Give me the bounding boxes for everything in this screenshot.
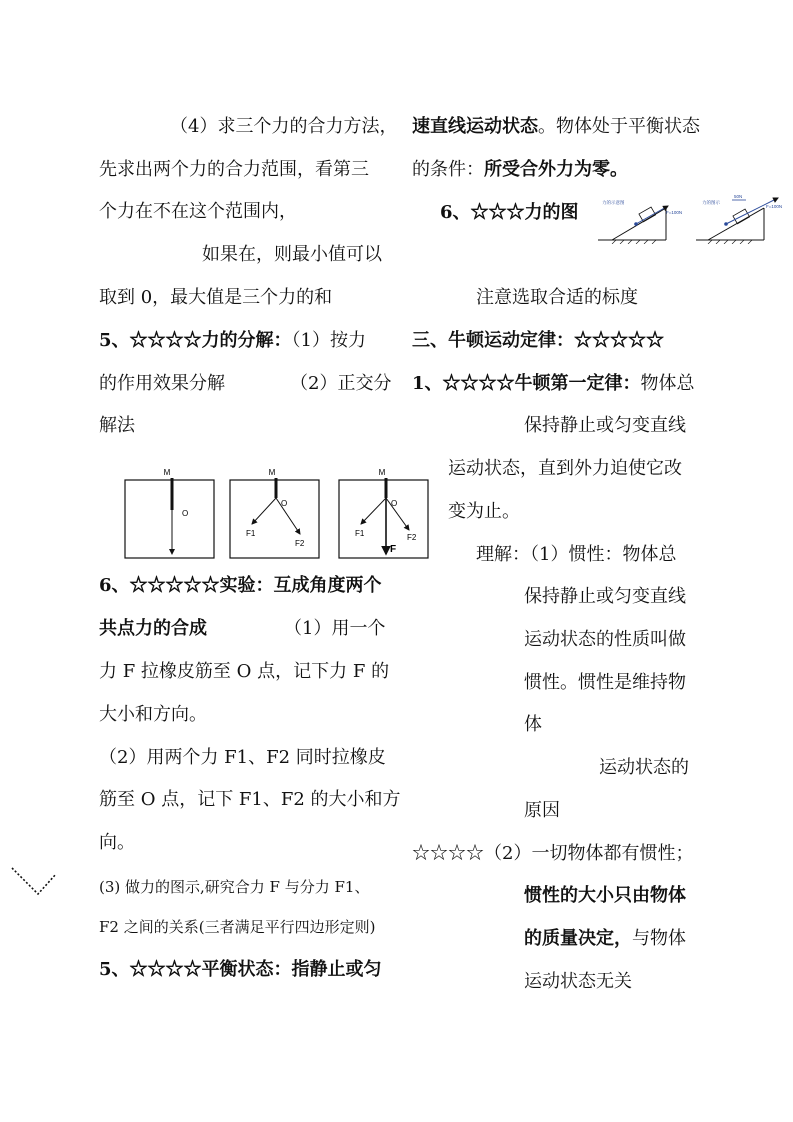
equilibrium-condition-value: 所受合外力为零。: [484, 159, 628, 180]
experiment-step-3a: (3) 做力的图示,研究合力 F 与分力 F1、: [99, 878, 370, 896]
equilibrium-condition: [412, 157, 628, 183]
inertia-point-2-line-3: [524, 926, 686, 952]
figure-box-3: [339, 480, 428, 558]
left-line-3: 个力在不在这个范围内，: [99, 201, 297, 222]
newton-first-law-line-2: 保持静止或匀变直线: [524, 415, 686, 436]
figure-1-m-label: M: [163, 468, 171, 477]
experiment-step-1c: 大小和方向。: [99, 704, 207, 725]
experiment-step-3b: F2 之间的关系(三者满足平行四边形定则): [99, 918, 376, 936]
figure-2-f2-label: F2: [295, 539, 305, 548]
experiment-figures: [124, 466, 434, 562]
scale-note: 注意选取合适的标度: [476, 287, 638, 308]
inertia-point-2-line-4: 运动状态无关: [524, 971, 632, 992]
figure-1-o-label: O: [182, 509, 189, 518]
inertia-independent-start: 与物体: [632, 928, 686, 949]
figure-2-o-label: O: [281, 499, 288, 508]
newton-first-law-line-3: 运动状态，直到外力迫使它改: [448, 458, 682, 479]
figure-3-f1-arrow: [361, 498, 386, 524]
equilibrium-heading: [99, 957, 382, 983]
figure-3-f1-label: F1: [355, 529, 365, 538]
incline-2-label: 力的图示: [702, 200, 720, 205]
force-diagram-heading: 6、☆☆☆力的图: [440, 202, 579, 223]
incline-1-label: 力的示意图: [602, 200, 625, 205]
left-line-4: 如果在，则最小值可以: [202, 244, 382, 265]
force-decomposition-heading: [99, 328, 366, 354]
incline-diagram-1: [596, 194, 688, 244]
figure-3-o-label: O: [391, 499, 398, 508]
newton-first-law-heading: [412, 371, 695, 397]
equilibrium-condition-label: 的条件：: [412, 159, 484, 180]
figure-3-f2-label: F2: [407, 533, 417, 542]
experiment-heading-a: 6、☆☆☆☆☆实验：互成角度两个: [99, 575, 382, 596]
equilibrium-condition-intro: 。物体处于平衡状态: [538, 116, 700, 137]
figure-3-f-label: F: [390, 544, 397, 555]
left-line-1: （4）求三个力的合力方法，: [170, 116, 398, 137]
force-decomposition-method-1: （1）按力: [291, 330, 366, 351]
equilibrium-definition-start: 指静止或匀: [291, 959, 382, 980]
experiment-step-1a: （1）用一个: [284, 618, 386, 639]
inertia-line-6: 运动状态的: [599, 757, 689, 778]
equilibrium-state-name: 速直线运动状态: [412, 116, 538, 137]
force-decomposition-line-2a: 的作用效果分解: [99, 373, 225, 394]
incline-2-force: F=100N: [766, 204, 783, 209]
experiment-heading-b: 共点力的合成: [99, 618, 207, 639]
newton-first-law-title: 1、☆☆☆☆牛顿第一定律：: [412, 373, 641, 394]
figure-2-f2-arrow: [276, 498, 300, 534]
inertia-line-5: 体: [524, 714, 542, 735]
figure-box-1: [125, 480, 214, 558]
experiment-step-2c: 向。: [99, 832, 135, 853]
figure-2-f1-label: F1: [246, 529, 256, 538]
force-decomposition-line-2b: （2）正交分: [290, 373, 392, 394]
experiment-step-1b: 力 F 拉橡皮筋至 O 点，记下力 F 的: [99, 661, 390, 682]
figure-3-f2-arrow: [386, 498, 409, 530]
inertia-point-2-line-1: ☆☆☆☆（2）一切物体都有惯性；: [412, 843, 694, 864]
corner-mark-icon: [10, 864, 58, 898]
incline-2-scale: 50N: [734, 194, 743, 199]
incline-1-force: F=100N: [666, 210, 683, 215]
incline-diagram-2: [694, 190, 792, 244]
equilibrium-continuation: [412, 114, 700, 140]
experiment-step-2a: （2）用两个力 F1、F2 同时拉橡皮: [99, 747, 386, 768]
newton-first-law-line-4: 变为止。: [448, 501, 520, 522]
figure-2-f1-arrow: [252, 498, 276, 524]
newton-laws-section-heading: 三、牛顿运动定律：☆☆☆☆☆: [412, 330, 664, 351]
equilibrium-title: 5、☆☆☆☆平衡状态：: [99, 959, 292, 980]
experiment-step-2b: 筋至 O 点，记下 F1、F2 的大小和方: [99, 789, 401, 810]
left-line-5: 取到 0，最大值是三个力的和: [99, 287, 333, 308]
inertia-line-3: 运动状态的性质叫做: [524, 629, 686, 650]
inertia-line-1: 理解：（1）惯性：物体总: [476, 544, 677, 565]
figure-3-m-label: M: [378, 468, 386, 477]
inertia-point-2-line-2: 惯性的大小只由物体: [524, 885, 686, 906]
inertia-line-7: 原因: [524, 800, 560, 821]
figure-2-m-label: M: [268, 468, 276, 477]
left-line-2: 先求出两个力的合力范围，看第三: [99, 159, 369, 180]
force-decomposition-title: 5、☆☆☆☆力的分解：: [99, 330, 292, 351]
inertia-line-2: 保持静止或匀变直线: [524, 586, 686, 607]
inertia-mass-determined: 的质量决定，: [524, 928, 632, 949]
force-decomposition-line-3: 解法: [99, 415, 135, 436]
inertia-line-4: 惯性。惯性是维持物: [524, 672, 686, 693]
newton-first-law-start: 物体总: [640, 373, 695, 394]
